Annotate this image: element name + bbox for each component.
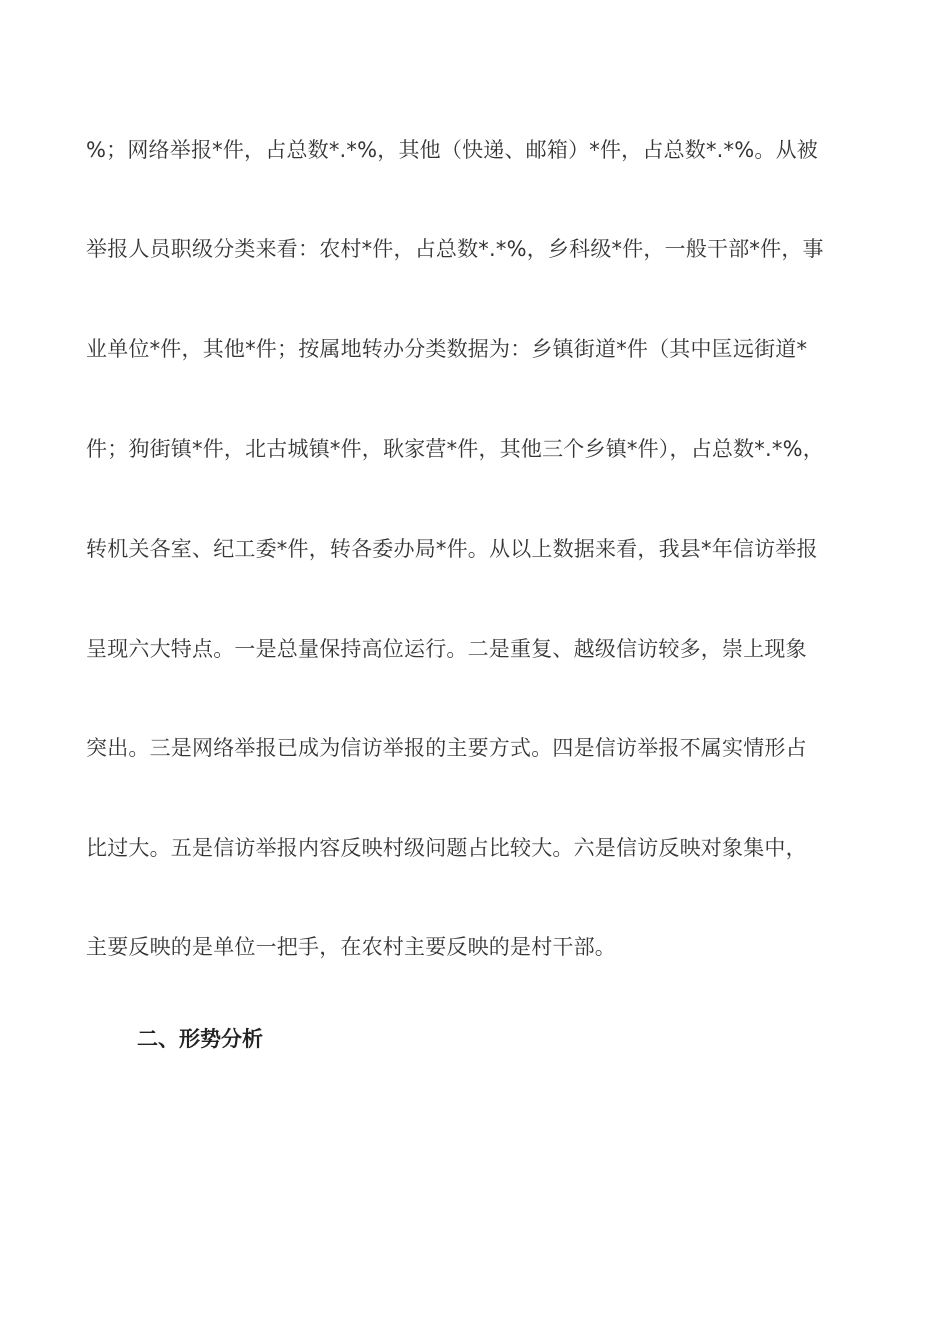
- paragraph-line-6: 呈现六大特点。一是总量保持高位运行。二是重复、越级信访较多，崇上现象: [86, 637, 807, 661]
- paragraph-line-9: 主要反映的是单位一把手，在农村主要反映的是村干部。: [86, 935, 616, 959]
- paragraph-line-5: 转机关各室、纪工委*件，转各委办局*件。从以上数据来看，我县*年信访举报: [86, 537, 818, 561]
- paragraph-line-8: 比过大。五是信访举报内容反映村级问题占比较大。六是信访反映对象集中，: [86, 836, 807, 860]
- paragraph-line-1: %；网络举报*件，占总数*.*%，其他（快递、邮箱）*件，占总数*.*%。从被: [86, 138, 819, 162]
- paragraph-line-4: 件；狗街镇*件，北古城镇*件，耿家营*件，其他三个乡镇*件），占总数*.*%，: [86, 437, 824, 461]
- section-heading: 二、形势分析: [137, 1027, 263, 1051]
- paragraph-line-7: 突出。三是网络举报已成为信访举报的主要方式。四是信访举报不属实情形占: [86, 736, 807, 760]
- paragraph-line-2: 举报人员职级分类来看：农村*件，占总数*.*%，乡科级*件，一般干部*件，事: [86, 237, 824, 261]
- paragraph-line-3: 业单位*件，其他*件；按属地转办分类数据为：乡镇街道*件（其中匡远街道*: [86, 337, 808, 361]
